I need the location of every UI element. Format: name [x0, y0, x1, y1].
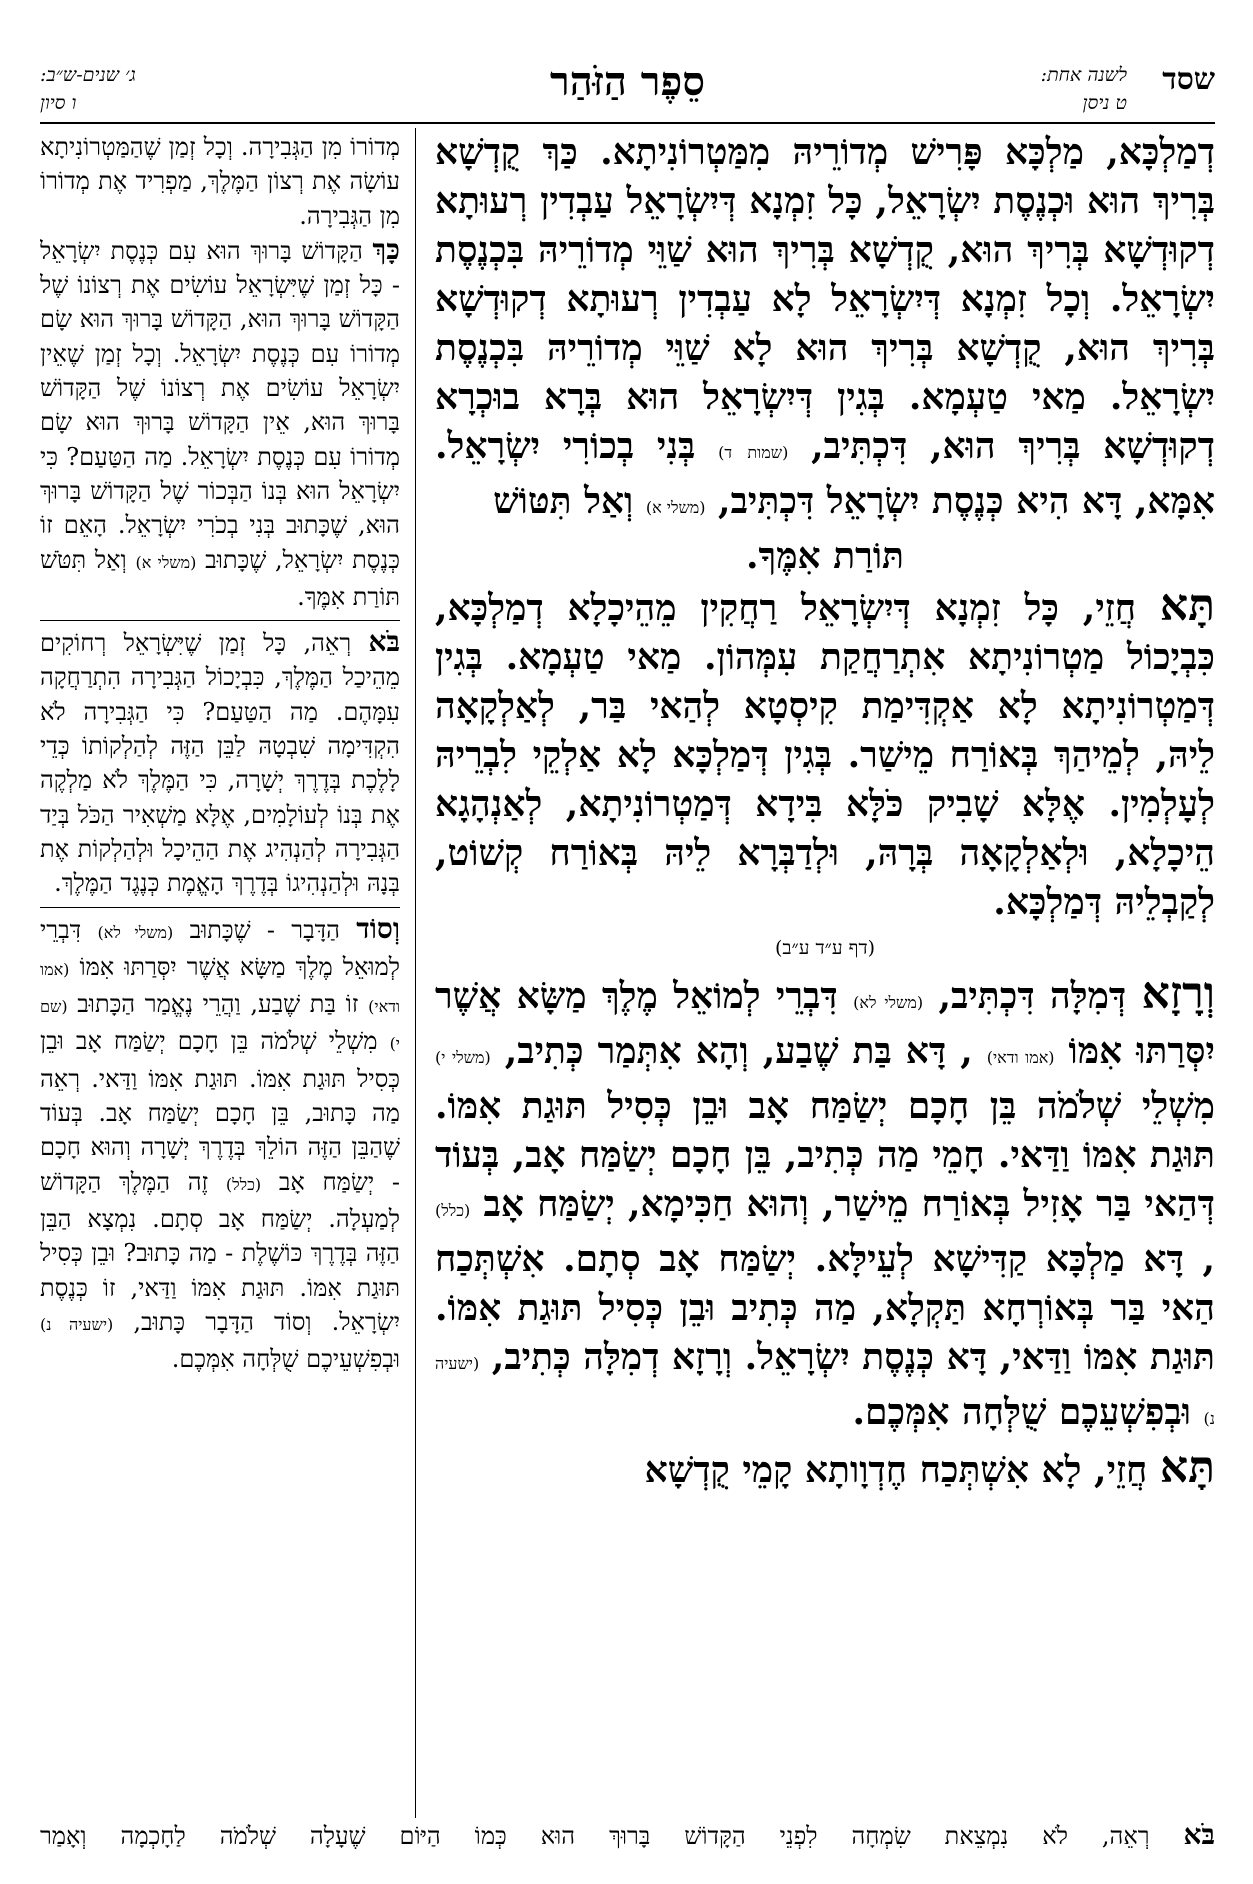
paragraph-lead-word: בֹּא: [368, 625, 400, 659]
header-rule: [40, 122, 1215, 124]
column-rule: [415, 128, 416, 1818]
source-ref: (כלל): [225, 1174, 262, 1194]
reading-schedule-date: ט ניסן: [1082, 92, 1127, 114]
source-ref: (משלי י): [435, 1048, 491, 1067]
source-ref: (משלי לא): [853, 993, 924, 1012]
reading-schedule-label: לשנה אחת:: [1040, 64, 1127, 86]
paragraph-lead-word: בֹּא: [1183, 1818, 1215, 1851]
paragraph-lead-word: תָּא: [1159, 580, 1215, 631]
main-text-column: [435, 128, 1215, 1818]
paragraph-lead-word: וְרָזָא: [1141, 968, 1215, 1019]
book-title: סֵפֶר הַזֹּהַר: [550, 58, 705, 105]
alt-schedule-date: ו סיון: [40, 92, 77, 114]
source-ref: (משלי א): [645, 498, 706, 517]
main-paragraph-2: תָּא חֲזֵי, כָּל זִמְנָא דְּיִשְׂרָאֵל רַחֲקִין מֵהֵיכָלָא דְמַלְכָּא, כִּבְיָכוֹל מַטְרוֹנִיתָא אִתְרַחֲקַת עִמְּהוֹן. מַאי טַעְמָא. בְּגִין דְּמַטְרוֹנִיתָא לָא אַקְדִּימַת קִיסְטָא לְהַאי בַּר, לְאַלְקָאָה לֵיהּ, לְמֵיהַךְ בְּאוֹרַח מֵישַׁר. בְּגִין דְּמַלְכָּא לָא אַלְקֵי לִבְרֵיהּ לְעָלְמִין. אֶלָּא שָׁבִיק כֹּלָּא בִּידָא דְּמַטְרוֹנִיתָא, לְאַנְהָגָא הֵיכָלָא, וּלְאַלְקָאָה בְּרָהּ, וּלְדַבְּרָא לֵיהּ בְּאוֹרַח קְשׁוֹט, לְקַבְלֵיהּ דְּמַלְכָּא.: [435, 580, 1215, 923]
bottom-translation-line: בֹּא רְאֵה, לֹא נִמְצֵאת שִׂמְחָה לִפְנֵי הַקָּדוֹשׁ בָּרוּךְ הוּא כְּמוֹ הַיּוֹם שֶׁעָלָה שְׁלֹמֹה לַחָכְמָה וְאָמַר: [40, 1818, 1215, 1851]
main-paragraph-4: תָּא חֲזֵי, לָא אִשְׁתְּכַח חֶדְוָותָא קָמֵי קֻדְשָׁא: [644, 1442, 1215, 1493]
translation-column: [40, 130, 400, 1820]
side-paragraph-2: כָּךְ הַקָּדוֹשׁ בָּרוּךְ הוּא עִם כְּנֶסֶת יִשְׂרָאֵל - כָּל זְמַן שֶׁיִּשְׂרָאֵל עוֹשִׂים אֶת רְצוֹנוֹ שֶׁל הַקָּדוֹשׁ בָּרוּךְ הוּא, הַקָּדוֹשׁ בָּרוּךְ הוּא שָׂם מְדוֹרוֹ עִם כְּנֶסֶת יִשְׂרָאֵל. וְכָל זְמַן שֶׁאֵין יִשְׂרָאֵל עוֹשִׂים אֶת רְצוֹנוֹ שֶׁל הַקָּדוֹשׁ בָּרוּךְ הוּא, אֵין הַקָּדוֹשׁ בָּרוּךְ הוּא שָׂם מְדוֹרוֹ עִם כְּנֶסֶת יִשְׂרָאֵל. מַה הַטַּעַם? כִּי יִשְׂרָאֵל הוּא בְּנוֹ הַבְּכוֹר שֶׁל הַקָּדוֹשׁ בָּרוּךְ הוּא, שֶׁכָּתוּב בְּנִי בְכֹרִי יִשְׂרָאֵל. הָאֵם זוֹ כְּנֶסֶת יִשְׂרָאֵל, שֶׁכָּתוּב (משלי א) וְאַל תִּטֹּשׁ תּוֹרַת אִמֶּךָ.: [40, 232, 400, 611]
source-ref: (משלי א): [135, 552, 197, 572]
source-ref: (שם י): [40, 997, 400, 1054]
alt-schedule-label: ג׳ שנים-ש״ב:: [40, 64, 136, 86]
paragraph-lead-word: וְסוֹד: [356, 911, 400, 945]
source-ref: (אמו ודאי): [40, 959, 400, 1017]
folio-number: שסד: [1162, 62, 1215, 97]
paragraph-lead-word: כָּךְ: [372, 232, 400, 266]
source-ref: (משלי לא): [97, 922, 174, 942]
paragraph-lead-word: תָּא: [1159, 1442, 1215, 1493]
daf-reference: (דף ע״ד ע״ב): [774, 937, 876, 959]
side-paragraph-1: מְדוֹרוֹ מִן הַגְּבִירָה. וְכָל זְמַן שֶׁהַמַּטְרוֹנִיתָא עוֹשָׂה אֶת רְצוֹן הַמֶּלֶךְ, מַפְרִיד אֶת מְדוֹרוֹ מִן הַגְּבִירָה.: [40, 133, 400, 230]
side-paragraph-3: בֹּא רְאֵה, כָּל זְמַן שֶׁיִּשְׂרָאֵל רְחוֹקִים מֵהֵיכַל הַמֶּלֶךְ, כִּבְיָכוֹל הַגְּבִירָה הִתְרַחֲקָה עִמָּהֶם. מַה הַטַּעַם? כִּי הַגְּבִירָה לֹא הִקְדִּימָה שִׁבְטָהּ לַבֵּן הַזֶּה לְהַלְקוֹתוֹ כְּדֵי לָלֶכֶת בְּדֶרֶךְ יְשָׁרָה, כִּי הַמֶּלֶךְ לֹא מַלְקֶה אֶת בְּנוֹ לְעוֹלָמִים, אֶלָּא מַשְׁאִיר הַכֹּל בְּיַד הַגְּבִירָה לְהַנְהִיג אֶת הַהֵיכָל וּלְהַלְקוֹת אֶת בְּנָהּ וּלְהַנְהִיגוֹ בְּדֶרֶךְ הָאֱמֶת כְּנֶגֶד הַמֶּלֶךְ.: [40, 620, 400, 900]
side-paragraph-4: וְסוֹד הַדָּבָר - שֶׁכָּתוּב (משלי לא) דִּבְרֵי לְמוּאֵל מֶלֶךְ מַשָּׂא אֲשֶׁר יִסְּרַתּוּ אִמּוֹ (אמו ודאי) זוֹ בַּת שֶׁבַע, וַהֲרֵי נֶאֱמַר הַכָּתוּב (שם י) מִשְׁלֵי שְׁלֹמֹה בֵּן חָכָם יְשַׂמַּח אָב וּבֵן כְּסִיל תּוּגַת אִמּוֹ. תּוּגַת אִמּוֹ וַדַּאי. רְאֵה מַה כָּתוּב, בֵּן חָכָם יְשַׂמַּח אָב. בְּעוֹד שֶׁהַבֵּן הַזֶּה הוֹלֵךְ בְּדֶרֶךְ יְשָׁרָה וְהוּא חָכָם - יְשַׂמַּח אָב (כלל) זֶה הַמֶּלֶךְ הַקָּדוֹשׁ לְמַעְלָה. יְשַׂמַּח אָב סְתָם. נִמְצָא הַבֵּן הַזֶּה בְּדֶרֶךְ כּוֹשֶׁלֶת - מַה כָּתוּב? וּבֵן כְּסִיל תּוּגַת אִמּוֹ. תּוּגַת אִמּוֹ וַדַּאי, זוֹ כְּנֶסֶת יִשְׂרָאֵל. וְסוֹד הַדָּבָר כָּתוּב, (ישעיה נ) וּבְפִשְׁעֵיכֶם שֻׁלְּחָה אִמְּכֶם.: [40, 907, 400, 1377]
source-ref: (אמו ודאי): [986, 1048, 1055, 1067]
source-ref: (שמות ד): [718, 443, 789, 462]
main-paragraph-3: וְרָזָא דְּמִלָּה דִּכְתִּיב, (משלי לא) דִּבְרֵי לְמוֹאֵל מֶלֶךְ מַשָּׂא אֲשֶׁר יִסְּרַתּוּ אִמּוֹ (אמו ודאי) , דָּא בַּת שֶׁבַע, וְהָא אִתְּמַר כְּתִיב, (משלי י) מִשְׁלֵי שְׁלֹמֹה בֵּן חָכָם יְשַׂמַּח אָב וּבֵן כְּסִיל תּוּגַת אִמּוֹ. תּוּגַת אִמּוֹ וַדַּאי. חָמֵי מַה כְּתִיב, בֵּן חָכָם יְשַׂמַּח אָב, בְּעוֹד דְּהַאי בַּר אָזִיל בְּאוֹרַח מֵישַׁר, וְהוּא חַכִּימָא, יְשַׂמַּח אָב (כלל) , דָּא מַלְכָּא קַדִּישָׁא לְעֵילָּא. יְשַׂמַּח אָב סְתָם. אִשְׁתְּכַח הַאי בַּר בְּאוֹרְחָא תַּקְלָא, מַה כְּתִיב וּבֵן כְּסִיל תּוּגַת אִמּוֹ. תּוּגַת אִמּוֹ וַדַּאי, דָּא כְּנֶסֶת יִשְׂרָאֵל. וְרָזָא דְמִלָּה כְּתִיב, (ישעיה נ) וּבְפִשְׁעֵכֶם שֻׁלְּחָה אִמְּכֶם.: [435, 968, 1215, 1433]
main-paragraph-1: דְמַלְכָּא, מַלְכָּא פָּרִישׁ מְדוֹרֵיהּ מִמַּטְרוֹנִיתָא. כַּךְ קֻדְשָׁא בְּרִיךְ הוּא וּכְנֶסֶת יִשְׂרָאֵל, כָּל זִמְנָא דְּיִשְׂרָאֵל עַבְדִין רְעוּתָא דְקוּדְשָׁא בְּרִיךְ הוּא, קֻדְשָׁא בְּרִיךְ הוּא שַׁוֵּי מְדוֹרֵיהּ בִּכְנֶסֶת יִשְׂרָאֵל. וְכָל זִמְנָא דְּיִשְׂרָאֵל לָא עַבְדִין רְעוּתָא דְקוּדְשָׁא בְּרִיךְ הוּא, קֻדְשָׁא בְּרִיךְ הוּא לָא שַׁוֵּי מְדוֹרֵיהּ בִּכְנֶסֶת יִשְׂרָאֵל. מַאי טַעְמָא. בְּגִין דְּיִשְׂרָאֵל הוּא בְּרָא בוּכְרָא דְקוּדְשָׁא בְּרִיךְ הוּא, דִּכְתִּיב, (שמות ד) בְּנִי בְכוֹרִי יִשְׂרָאֵל. אִמָּא, דָּא הִיא כְּנֶסֶת יִשְׂרָאֵל דִּכְתִּיב, (משלי א) וְאַל תִּטּוֹשׁ: [435, 131, 1215, 522]
page-header: [40, 58, 1215, 118]
source-ref: (ישעיה נ): [435, 1354, 1215, 1428]
verse-line: תּוֹרַת אִמֶּךָ.: [745, 535, 904, 577]
source-ref: (ישעיה נ): [40, 1314, 114, 1334]
source-ref: (כלל): [435, 1201, 471, 1220]
